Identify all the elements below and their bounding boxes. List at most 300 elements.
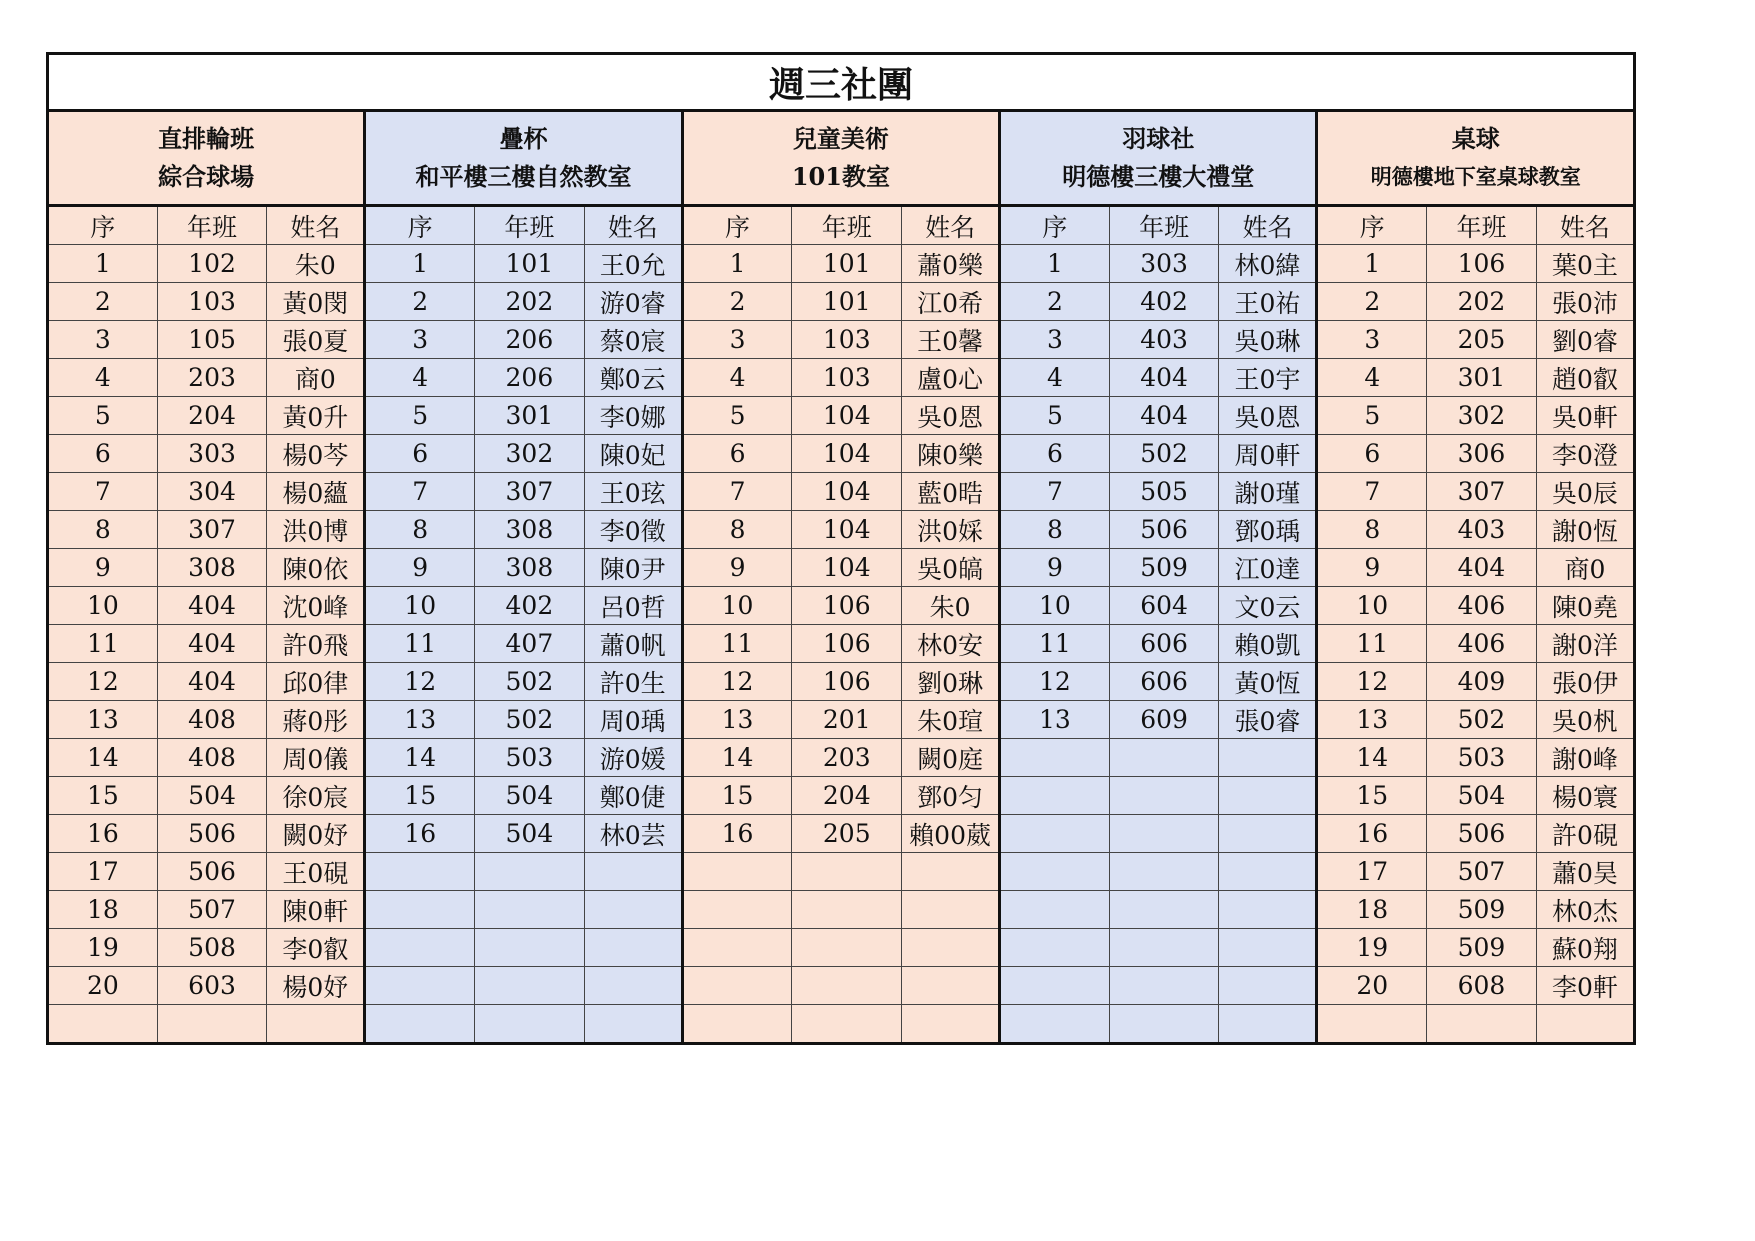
class-cell — [475, 891, 585, 929]
seq-cell: 2 — [1317, 283, 1427, 321]
seq-cell: 20 — [1317, 967, 1427, 1005]
class-cell: 206 — [475, 359, 585, 397]
seq-cell: 10 — [1000, 587, 1110, 625]
seq-cell: 13 — [1000, 701, 1110, 739]
name-cell: 吳0皜 — [902, 549, 1000, 587]
seq-cell: 11 — [365, 625, 475, 663]
class-cell: 205 — [1427, 321, 1537, 359]
table-row — [48, 511, 1635, 549]
seq-cell: 4 — [1317, 359, 1427, 397]
seq-cell: 18 — [1317, 891, 1427, 929]
club-name: 直排輪班 — [158, 124, 255, 153]
name-cell: 陳0依 — [267, 549, 365, 587]
column-header-row — [48, 206, 1635, 245]
seq-cell — [365, 929, 475, 967]
seq-cell: 17 — [48, 853, 158, 891]
class-column-header: 年班 — [157, 206, 267, 245]
class-cell: 204 — [792, 777, 902, 815]
name-column-header: 姓名 — [1536, 206, 1634, 245]
table-row — [48, 891, 1635, 929]
name-cell: 林0芸 — [584, 815, 682, 853]
class-cell: 104 — [792, 473, 902, 511]
club-header — [365, 111, 682, 206]
class-cell: 407 — [475, 625, 585, 663]
name-cell: 沈0峰 — [267, 587, 365, 625]
club-header — [1317, 111, 1635, 206]
class-cell: 104 — [792, 511, 902, 549]
class-cell: 307 — [475, 473, 585, 511]
club-header — [48, 111, 365, 206]
name-cell: 葉0主 — [1536, 245, 1634, 283]
name-cell: 盧0心 — [902, 359, 1000, 397]
class-cell: 503 — [475, 739, 585, 777]
class-cell: 506 — [1109, 511, 1219, 549]
seq-cell — [682, 929, 792, 967]
name-cell — [584, 891, 682, 929]
name-cell — [1219, 967, 1317, 1005]
name-cell: 游0媛 — [584, 739, 682, 777]
name-cell: 吳0恩 — [1219, 397, 1317, 435]
seq-cell: 15 — [682, 777, 792, 815]
name-column-header: 姓名 — [902, 206, 1000, 245]
class-cell: 502 — [475, 701, 585, 739]
seq-cell: 15 — [48, 777, 158, 815]
seq-cell: 12 — [365, 663, 475, 701]
seq-cell: 8 — [1000, 511, 1110, 549]
class-cell: 202 — [475, 283, 585, 321]
table-row — [48, 283, 1635, 321]
class-cell: 303 — [157, 435, 267, 473]
seq-cell: 9 — [365, 549, 475, 587]
class-cell: 105 — [157, 321, 267, 359]
seq-cell — [1000, 891, 1110, 929]
seq-cell: 5 — [1317, 397, 1427, 435]
seq-cell: 3 — [365, 321, 475, 359]
seq-cell: 20 — [48, 967, 158, 1005]
seq-cell: 13 — [1317, 701, 1427, 739]
class-cell: 203 — [792, 739, 902, 777]
seq-cell — [1317, 1005, 1427, 1044]
table-row — [48, 815, 1635, 853]
class-cell — [475, 967, 585, 1005]
seq-cell: 3 — [1317, 321, 1427, 359]
class-cell: 609 — [1109, 701, 1219, 739]
seq-cell: 12 — [682, 663, 792, 701]
table-row — [48, 1005, 1635, 1044]
class-cell: 404 — [1427, 549, 1537, 587]
name-cell: 黃0恆 — [1219, 663, 1317, 701]
seq-cell: 4 — [682, 359, 792, 397]
class-cell — [1109, 739, 1219, 777]
class-cell: 502 — [475, 663, 585, 701]
class-cell: 403 — [1427, 511, 1537, 549]
seq-cell: 5 — [365, 397, 475, 435]
class-cell: 507 — [1427, 853, 1537, 891]
class-cell: 507 — [157, 891, 267, 929]
seq-cell: 11 — [682, 625, 792, 663]
name-cell: 謝0恆 — [1536, 511, 1634, 549]
name-cell: 朱0瑄 — [902, 701, 1000, 739]
seq-cell — [1000, 929, 1110, 967]
seq-cell: 14 — [682, 739, 792, 777]
name-cell: 楊0寰 — [1536, 777, 1634, 815]
name-cell: 王0祐 — [1219, 283, 1317, 321]
seq-cell: 10 — [48, 587, 158, 625]
name-cell: 楊0芩 — [267, 435, 365, 473]
seq-cell: 9 — [48, 549, 158, 587]
class-cell: 604 — [1109, 587, 1219, 625]
seq-cell: 19 — [1317, 929, 1427, 967]
class-cell: 301 — [475, 397, 585, 435]
class-cell: 104 — [792, 549, 902, 587]
seq-cell: 13 — [365, 701, 475, 739]
name-cell: 洪0博 — [267, 511, 365, 549]
seq-column-header: 序 — [365, 206, 475, 245]
name-cell: 邱0律 — [267, 663, 365, 701]
seq-cell — [1000, 739, 1110, 777]
class-cell: 102 — [157, 245, 267, 283]
seq-cell: 8 — [48, 511, 158, 549]
name-cell — [902, 929, 1000, 967]
seq-cell: 10 — [1317, 587, 1427, 625]
seq-cell: 9 — [682, 549, 792, 587]
seq-cell: 1 — [682, 245, 792, 283]
class-cell: 502 — [1427, 701, 1537, 739]
seq-cell — [365, 853, 475, 891]
name-cell: 游0睿 — [584, 283, 682, 321]
name-cell: 楊0蘊 — [267, 473, 365, 511]
name-cell: 謝0峰 — [1536, 739, 1634, 777]
class-cell: 505 — [1109, 473, 1219, 511]
class-cell: 608 — [1427, 967, 1537, 1005]
class-cell — [475, 853, 585, 891]
club-location: 綜合球場 — [158, 162, 255, 191]
name-cell: 闕0庭 — [902, 739, 1000, 777]
class-cell: 203 — [157, 359, 267, 397]
seq-cell: 12 — [48, 663, 158, 701]
class-cell: 204 — [157, 397, 267, 435]
seq-cell: 16 — [365, 815, 475, 853]
name-cell: 蔡0宸 — [584, 321, 682, 359]
seq-cell: 11 — [48, 625, 158, 663]
name-cell: 李0軒 — [1536, 967, 1634, 1005]
seq-cell: 15 — [1317, 777, 1427, 815]
seq-cell: 8 — [1317, 511, 1427, 549]
class-cell: 301 — [1427, 359, 1537, 397]
class-cell: 304 — [157, 473, 267, 511]
class-cell: 408 — [157, 739, 267, 777]
class-cell: 101 — [792, 283, 902, 321]
class-cell: 506 — [157, 815, 267, 853]
table-row — [48, 853, 1635, 891]
class-cell: 103 — [792, 359, 902, 397]
name-cell — [1219, 739, 1317, 777]
name-cell: 張0夏 — [267, 321, 365, 359]
seq-cell — [1000, 1005, 1110, 1044]
table-row — [48, 359, 1635, 397]
name-cell: 蕭0昊 — [1536, 853, 1634, 891]
name-column-header: 姓名 — [584, 206, 682, 245]
seq-cell: 6 — [1317, 435, 1427, 473]
name-cell: 吳0琳 — [1219, 321, 1317, 359]
name-cell — [902, 891, 1000, 929]
class-cell: 404 — [1109, 397, 1219, 435]
name-cell: 徐0宸 — [267, 777, 365, 815]
name-cell: 林0安 — [902, 625, 1000, 663]
class-cell: 103 — [157, 283, 267, 321]
seq-cell — [682, 1005, 792, 1044]
roster-body — [48, 245, 1635, 1044]
name-cell — [584, 967, 682, 1005]
seq-column-header: 序 — [48, 206, 158, 245]
class-cell — [475, 929, 585, 967]
seq-cell: 14 — [48, 739, 158, 777]
seq-cell: 5 — [682, 397, 792, 435]
class-cell: 206 — [475, 321, 585, 359]
table-row — [48, 663, 1635, 701]
class-cell: 509 — [1109, 549, 1219, 587]
class-cell: 402 — [475, 587, 585, 625]
name-cell: 文0云 — [1219, 587, 1317, 625]
class-cell: 106 — [792, 587, 902, 625]
class-cell: 503 — [1427, 739, 1537, 777]
name-cell: 陳0軒 — [267, 891, 365, 929]
seq-cell: 3 — [1000, 321, 1110, 359]
name-cell: 藍0晧 — [902, 473, 1000, 511]
name-cell: 楊0妤 — [267, 967, 365, 1005]
class-cell — [792, 853, 902, 891]
class-column-header: 年班 — [1109, 206, 1219, 245]
club-header-row — [48, 111, 1635, 206]
club-location: 和平樓三樓自然教室 — [415, 162, 632, 191]
name-cell: 陳0妃 — [584, 435, 682, 473]
seq-cell: 12 — [1317, 663, 1427, 701]
class-cell: 408 — [157, 701, 267, 739]
name-cell: 江0希 — [902, 283, 1000, 321]
class-cell — [1109, 1005, 1219, 1044]
table-row — [48, 625, 1635, 663]
table-row — [48, 777, 1635, 815]
class-cell: 606 — [1109, 663, 1219, 701]
seq-cell: 14 — [365, 739, 475, 777]
table-row — [48, 929, 1635, 967]
seq-cell — [682, 853, 792, 891]
name-cell: 吳0恩 — [902, 397, 1000, 435]
seq-cell: 7 — [365, 473, 475, 511]
class-column-header: 年班 — [475, 206, 585, 245]
class-cell — [792, 891, 902, 929]
class-cell — [1109, 967, 1219, 1005]
name-cell: 張0伊 — [1536, 663, 1634, 701]
seq-cell — [1000, 967, 1110, 1005]
class-cell: 308 — [475, 511, 585, 549]
club-header — [682, 111, 999, 206]
class-cell: 404 — [157, 625, 267, 663]
class-cell — [1109, 929, 1219, 967]
name-cell: 蘇0翔 — [1536, 929, 1634, 967]
club-name: 桌球 — [1451, 124, 1500, 153]
name-cell: 李0娜 — [584, 397, 682, 435]
seq-cell: 6 — [365, 435, 475, 473]
class-cell: 606 — [1109, 625, 1219, 663]
table-row — [48, 245, 1635, 283]
class-cell: 506 — [157, 853, 267, 891]
seq-cell: 7 — [1317, 473, 1427, 511]
seq-cell: 18 — [48, 891, 158, 929]
name-cell: 朱0 — [902, 587, 1000, 625]
class-cell — [475, 1005, 585, 1044]
seq-cell — [682, 967, 792, 1005]
seq-cell: 9 — [1000, 549, 1110, 587]
seq-cell — [365, 891, 475, 929]
seq-cell: 11 — [1317, 625, 1427, 663]
class-cell — [792, 1005, 902, 1044]
seq-cell: 2 — [682, 283, 792, 321]
class-cell: 103 — [792, 321, 902, 359]
seq-cell — [48, 1005, 158, 1044]
seq-column-header: 序 — [1317, 206, 1427, 245]
name-cell — [584, 1005, 682, 1044]
name-cell: 鄧0瑀 — [1219, 511, 1317, 549]
seq-cell: 11 — [1000, 625, 1110, 663]
name-cell — [1219, 815, 1317, 853]
name-cell: 陳0樂 — [902, 435, 1000, 473]
club-location: 明德樓地下室桌球教室 — [1370, 164, 1581, 189]
table-row — [48, 473, 1635, 511]
class-cell: 201 — [792, 701, 902, 739]
name-cell: 賴0凱 — [1219, 625, 1317, 663]
seq-cell: 6 — [1000, 435, 1110, 473]
class-column-header: 年班 — [1427, 206, 1537, 245]
name-cell: 商0 — [1536, 549, 1634, 587]
seq-cell: 10 — [682, 587, 792, 625]
class-cell: 508 — [157, 929, 267, 967]
name-cell: 蕭0帆 — [584, 625, 682, 663]
name-cell: 黃0閔 — [267, 283, 365, 321]
name-cell: 鄭0云 — [584, 359, 682, 397]
seq-cell: 15 — [365, 777, 475, 815]
seq-cell: 10 — [365, 587, 475, 625]
class-cell: 404 — [157, 587, 267, 625]
seq-cell: 16 — [682, 815, 792, 853]
name-cell: 李0澄 — [1536, 435, 1634, 473]
seq-cell — [682, 891, 792, 929]
class-cell — [792, 967, 902, 1005]
seq-cell: 1 — [365, 245, 475, 283]
club-name: 疊杯 — [499, 124, 548, 153]
seq-cell: 1 — [48, 245, 158, 283]
name-cell: 蔣0彤 — [267, 701, 365, 739]
name-cell — [902, 1005, 1000, 1044]
name-cell — [1219, 891, 1317, 929]
table-row — [48, 967, 1635, 1005]
class-cell: 504 — [1427, 777, 1537, 815]
class-cell: 509 — [1427, 891, 1537, 929]
seq-cell: 13 — [48, 701, 158, 739]
name-cell: 黃0升 — [267, 397, 365, 435]
seq-column-header: 序 — [1000, 206, 1110, 245]
seq-cell: 19 — [48, 929, 158, 967]
class-cell — [1109, 891, 1219, 929]
class-cell: 409 — [1427, 663, 1537, 701]
class-cell: 106 — [792, 625, 902, 663]
class-cell: 404 — [1109, 359, 1219, 397]
seq-cell: 3 — [682, 321, 792, 359]
class-cell: 402 — [1109, 283, 1219, 321]
name-cell: 洪0婇 — [902, 511, 1000, 549]
class-cell: 101 — [792, 245, 902, 283]
class-cell — [157, 1005, 267, 1044]
class-cell: 506 — [1427, 815, 1537, 853]
name-cell: 江0達 — [1219, 549, 1317, 587]
name-cell: 呂0哲 — [584, 587, 682, 625]
class-cell — [1109, 777, 1219, 815]
table-row — [48, 739, 1635, 777]
name-column-header: 姓名 — [1219, 206, 1317, 245]
seq-cell: 1 — [1317, 245, 1427, 283]
class-cell: 307 — [157, 511, 267, 549]
seq-cell: 7 — [1000, 473, 1110, 511]
name-cell: 鄭0倢 — [584, 777, 682, 815]
name-cell: 鄧0匀 — [902, 777, 1000, 815]
seq-cell: 17 — [1317, 853, 1427, 891]
name-cell: 趙0叡 — [1536, 359, 1634, 397]
class-cell: 205 — [792, 815, 902, 853]
seq-cell: 5 — [1000, 397, 1110, 435]
club-roster-table — [46, 52, 1636, 1045]
name-cell: 劉0琳 — [902, 663, 1000, 701]
club-name: 羽球社 — [1122, 124, 1195, 153]
name-cell — [1219, 853, 1317, 891]
name-cell: 陳0尹 — [584, 549, 682, 587]
class-cell: 504 — [475, 815, 585, 853]
class-cell: 502 — [1109, 435, 1219, 473]
seq-cell: 5 — [48, 397, 158, 435]
name-cell: 林0緯 — [1219, 245, 1317, 283]
class-cell: 104 — [792, 397, 902, 435]
seq-cell: 7 — [48, 473, 158, 511]
class-cell — [1109, 853, 1219, 891]
class-cell: 101 — [475, 245, 585, 283]
class-cell: 406 — [1427, 587, 1537, 625]
seq-cell — [1000, 853, 1110, 891]
seq-cell: 13 — [682, 701, 792, 739]
name-cell: 謝0洋 — [1536, 625, 1634, 663]
name-cell: 賴00葳 — [902, 815, 1000, 853]
seq-cell — [365, 1005, 475, 1044]
name-cell: 吳0辰 — [1536, 473, 1634, 511]
class-cell: 106 — [792, 663, 902, 701]
name-cell: 陳0堯 — [1536, 587, 1634, 625]
table-row — [48, 701, 1635, 739]
class-cell: 306 — [1427, 435, 1537, 473]
name-cell: 李0叡 — [267, 929, 365, 967]
class-cell — [1109, 815, 1219, 853]
name-cell — [1536, 1005, 1634, 1044]
class-cell — [792, 929, 902, 967]
name-cell — [267, 1005, 365, 1044]
table-row — [48, 435, 1635, 473]
class-cell: 504 — [157, 777, 267, 815]
name-cell: 林0杰 — [1536, 891, 1634, 929]
name-cell: 張0沛 — [1536, 283, 1634, 321]
seq-cell: 8 — [365, 511, 475, 549]
class-cell: 404 — [157, 663, 267, 701]
seq-cell — [1000, 815, 1110, 853]
seq-cell: 4 — [48, 359, 158, 397]
class-column-header: 年班 — [792, 206, 902, 245]
seq-cell: 16 — [48, 815, 158, 853]
